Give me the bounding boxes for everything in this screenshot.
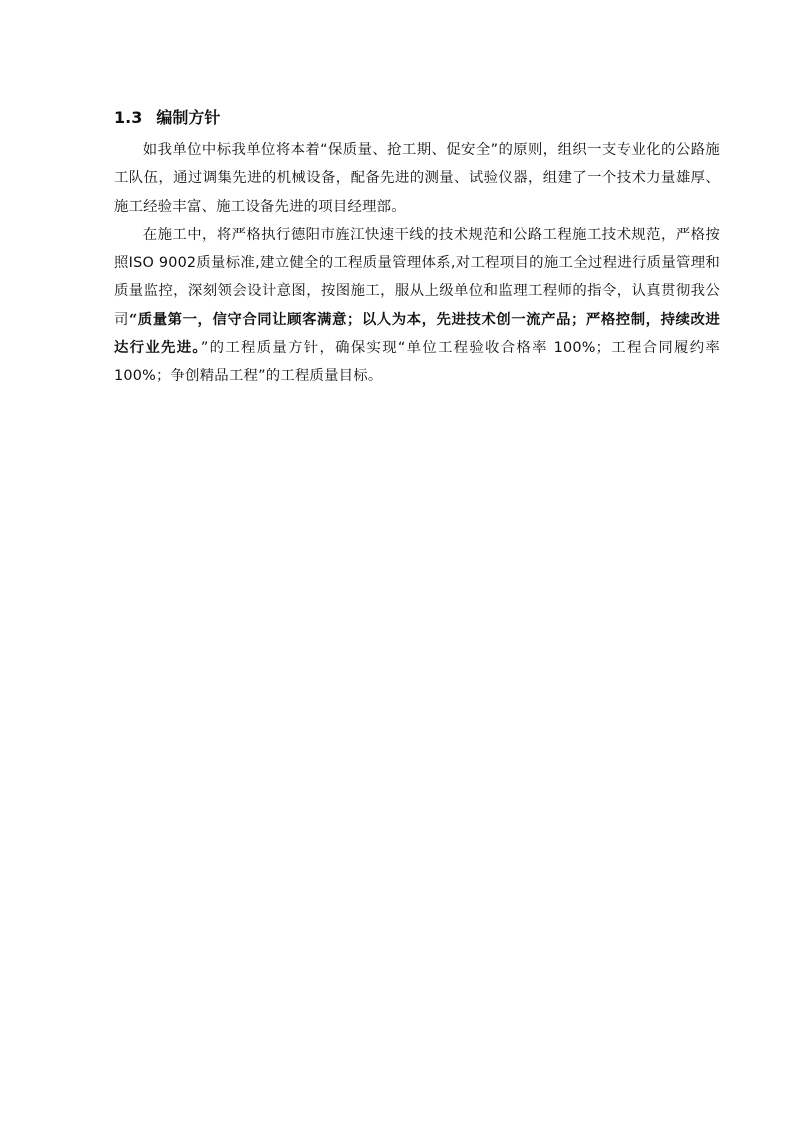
section-title: 编制方针 [156,108,221,127]
document-content [114,104,720,391]
paragraph-2 [114,221,720,391]
paragraph-2-text-after: ”的工程质量方针，确保实现“单位工程验收合格率 100%；工程合同履约率 100%；争创精品工程”的工程质量目标。 [114,340,720,385]
quality-policy-bold: “质量第一，信守合同让顾客满意；以人为本，先进技术创一流产品；严格控制，持续改进达行业先进。 [114,310,721,357]
section-heading [114,104,720,132]
paragraph-1: 如我单位中标我单位将本着“保质量、抢工期、促安全”的原则，组织一支专业化的公路施工队伍，通过调集先进的机械设备，配备先进的测量、试验仪器，组建了一个技术力量雄厚、施工经验丰富、施工设备先进的项目经理部。 [114,142,720,215]
section-number: 1.3 [114,108,143,127]
paragraph-2-text-before: 在施工中，将严格执行德阳市旌江快速干线的技术规范和公路工程施工技术规范，严格按照ISO 9002质量标准,建立健全的工程质量管理体系,对工程项目的施工全过程进行质量管理和质量监控，深刻领会设计意图，按图施工，服从上级单位和监理工程师的指令，认真贯彻我公司 [114,226,720,328]
